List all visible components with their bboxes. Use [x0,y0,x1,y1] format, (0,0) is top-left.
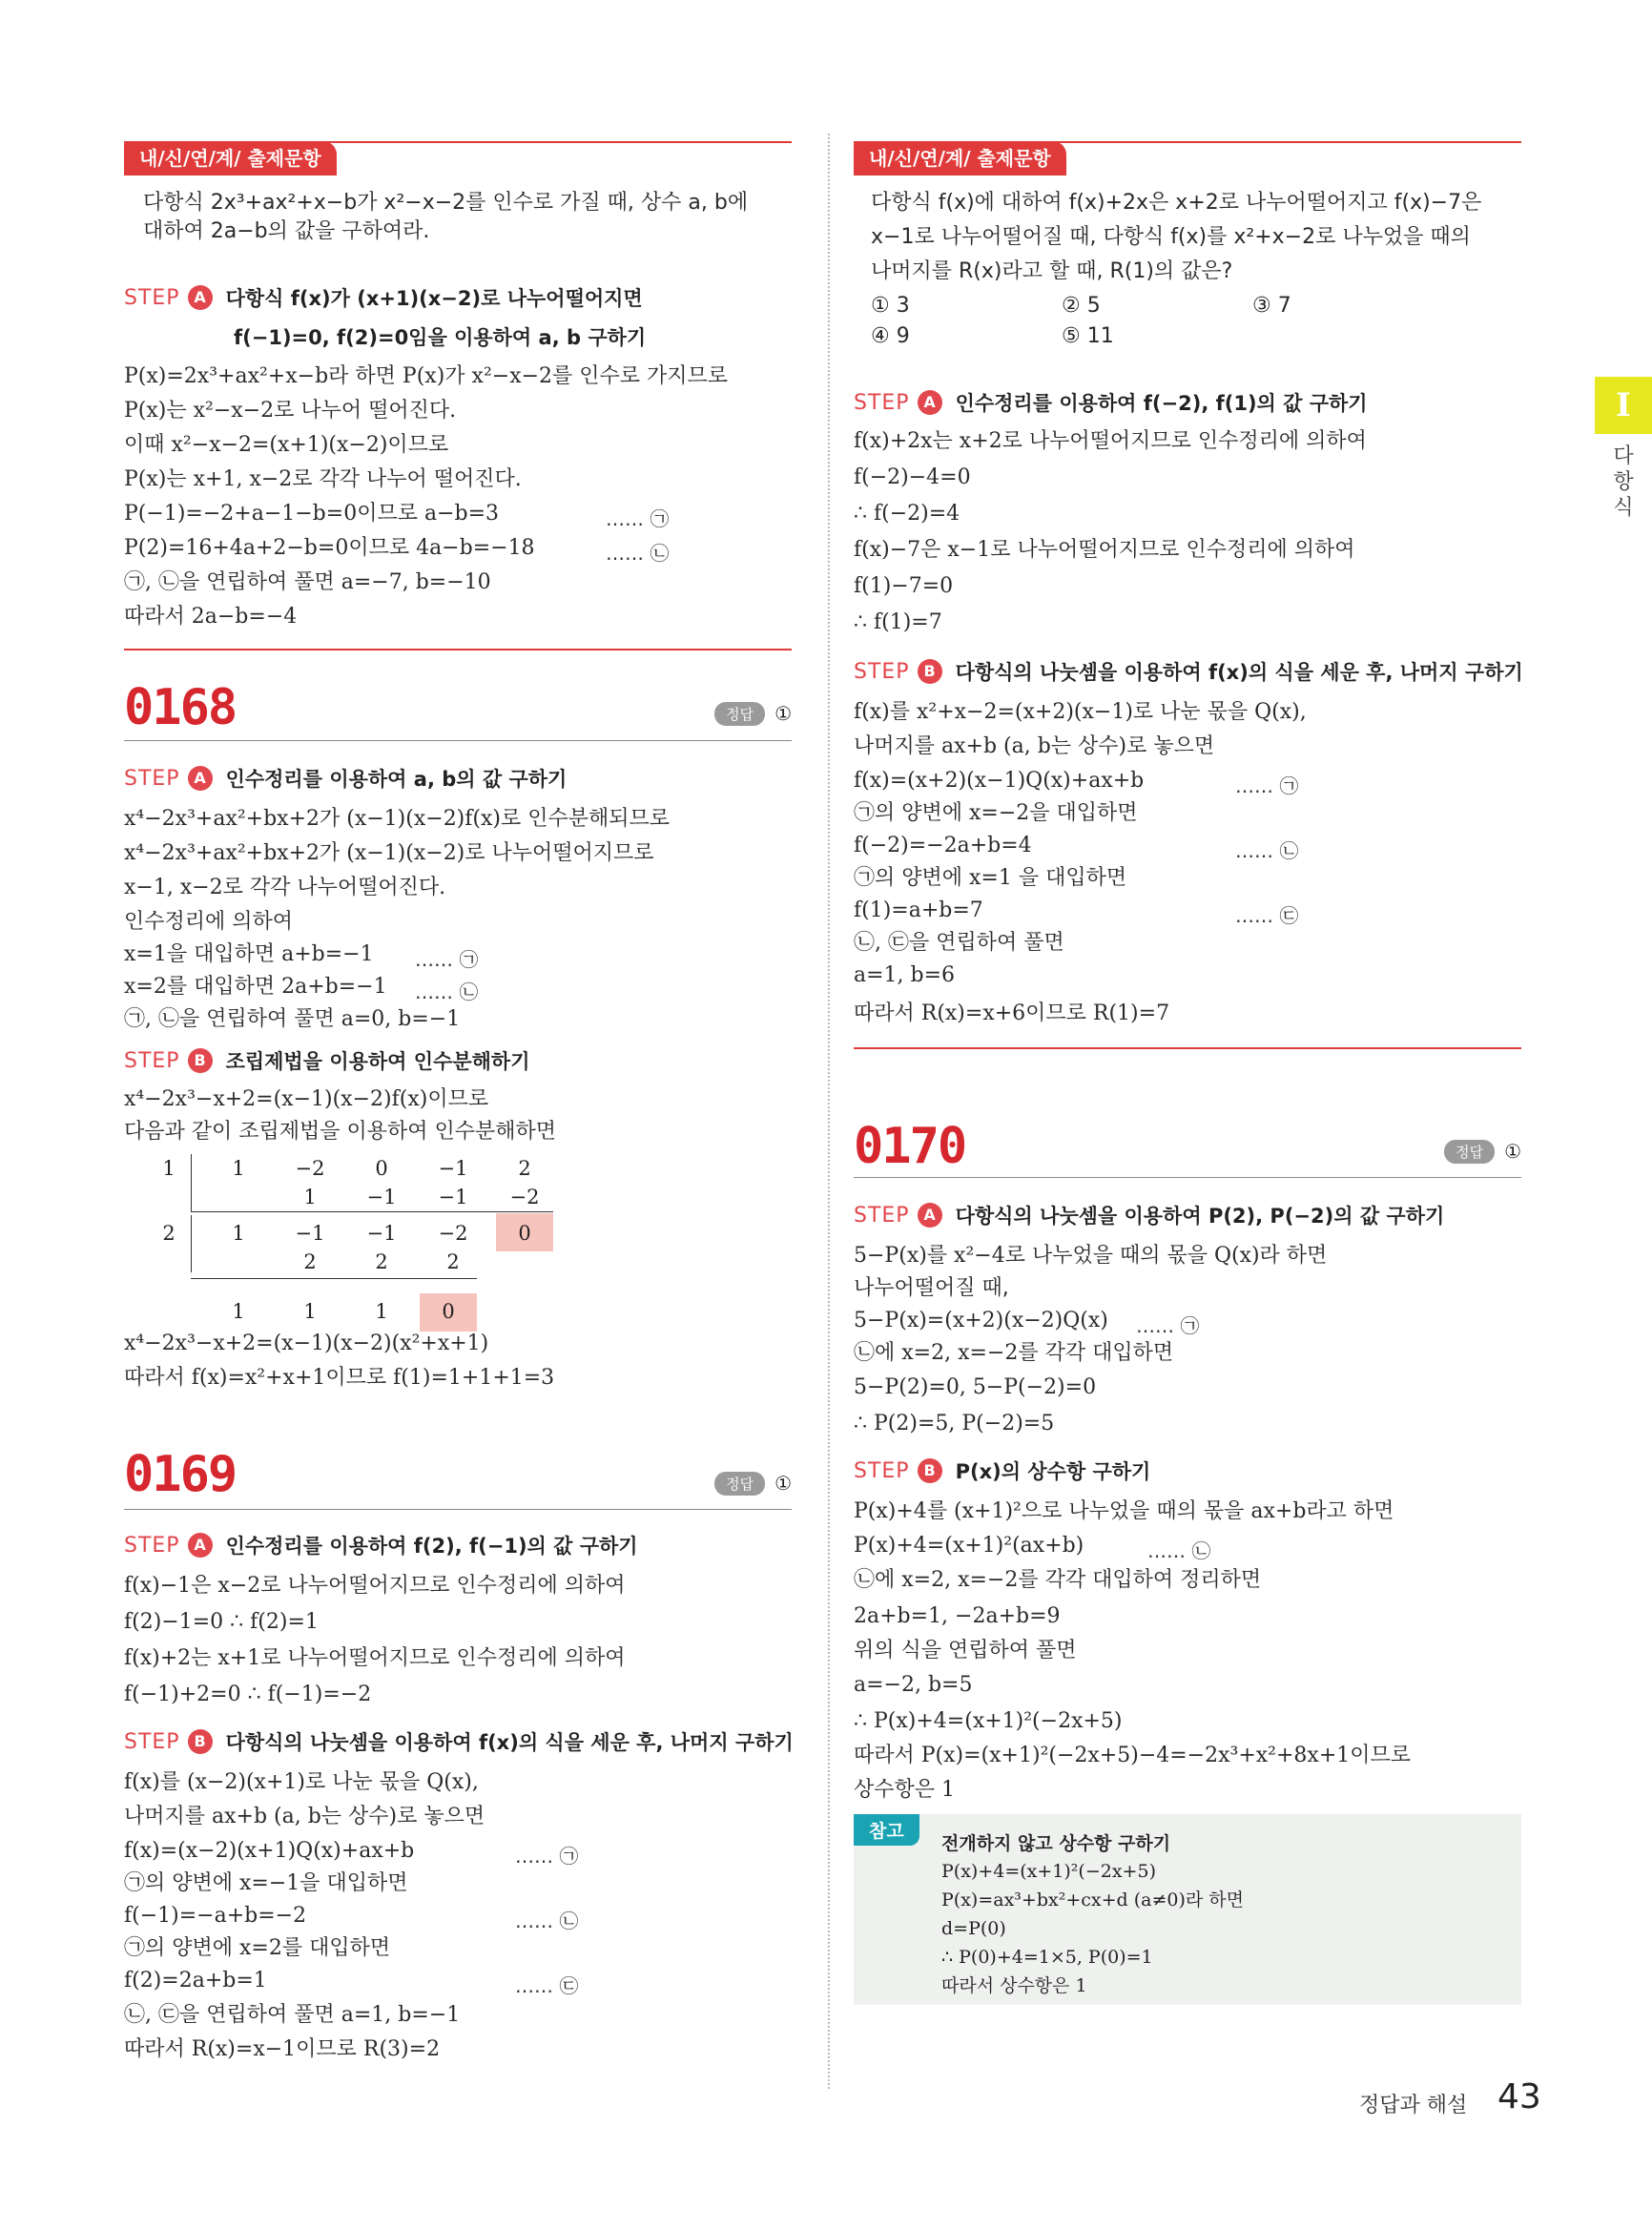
solution-line: ∴ f(1)=7 [854,610,942,634]
equation-marker: …… ㉠ [1235,774,1299,797]
synth-cell: 1 [232,1300,245,1323]
solution-line: 5−P(x)=(x+2)(x−2)Q(x) [854,1309,1108,1332]
step-word: STEP [124,1048,180,1073]
step-word: STEP [854,659,910,684]
synth-cell: 1 [162,1157,176,1180]
solution-line: ㉡, ㉢을 연립하여 풀면 [854,931,1064,955]
solution-line: 위의 식을 연립하여 풀면 [854,1639,1077,1662]
equation-marker: …… ㉢ [515,1974,579,1997]
step-word: STEP [124,1729,180,1754]
synthetic-division [162,1152,587,1352]
synth-cell: 2 [518,1157,531,1180]
chapter-tab: I [1595,377,1652,434]
step-letter-icon: A [188,766,213,791]
solution-line: f(−2)−4=0 [854,465,971,489]
step-letter-icon: B [188,1048,213,1073]
step-b-header [854,1456,1150,1486]
solution-line: f(x)를 x²+x−2=(x+2)(x−1)로 나눈 몫을 Q(x), [854,700,1307,724]
step-letter-icon: A [918,1203,942,1228]
solution-line: f(−1)+2=0 ∴ f(−1)=−2 [124,1683,372,1706]
solution-line: P(−1)=−2+a−1−b=0이므로 a−b=3 [124,502,500,526]
step-word: STEP [854,1203,910,1228]
solution-line: 나머지를 ax+b (a, b는 상수)로 놓으면 [854,734,1215,758]
solution-line: ∴ f(−2)=4 [854,502,960,526]
synth-cell: 0 [375,1157,388,1180]
answer-box [714,1469,792,1497]
solution-line: P(2)=16+4a+2−b=0이므로 4a−b=−18 [124,536,535,560]
step-a-header [854,387,1368,418]
step-title: 인수정리를 이용하여 f(2), f(−1)의 값 구하기 [225,1535,638,1558]
solution-line: x−1, x−2로 각각 나누어떨어진다. [124,876,446,899]
synth-cell: 0 [442,1300,455,1323]
step-title: 다항식의 나눗셈을 이용하여 f(x)의 식을 세운 후, 나머지 구하기 [955,661,1523,684]
solution-line: x⁴−2x³+ax²+bx+2가 (x−1)(x−2)f(x)로 인수분해되므로 [124,807,670,831]
solution-line: f(x)=(x−2)(x+1)Q(x)+ax+b [124,1839,415,1863]
solution-line: 상수항은 1 [854,1778,955,1802]
answer-badge: 정답 [714,702,765,726]
solution-line: 나머지를 ax+b (a, b는 상수)로 놓으면 [124,1805,485,1828]
solution-line: f(x)−7은 x−1로 나누어떨어지므로 인수정리에 의하여 [854,538,1355,562]
answer-box [714,699,792,728]
solution-line: f(1)−7=0 [854,574,954,598]
naesin-header [124,141,792,176]
equation-marker: …… ㉠ [606,507,670,530]
solution-line: f(−1)=−a+b=−2 [124,1904,307,1928]
reference-line: P(x)+4=(x+1)²(−2x+5) [941,1861,1156,1882]
solution-line: f(2)−1=0 ∴ f(2)=1 [124,1610,319,1634]
synth-cell: −1 [438,1186,468,1208]
solution-line: P(x)=2x³+ax²+x−b라 하면 P(x)가 x²−x−2를 인수로 가지므로 [124,364,729,388]
solution-line: ㉠의 양변에 x=2를 대입하면 [124,1936,391,1960]
step-word: STEP [854,1458,910,1483]
step-letter-icon: B [918,1458,942,1483]
step-letter-icon: A [918,390,942,415]
answer-badge: 정답 [714,1472,765,1496]
solution-line: ㉠의 양변에 x=−1을 대입하면 [124,1871,408,1895]
naesin-tag: 내/신/연/계/ 출제문항 [124,141,337,176]
step-a-header [124,282,643,313]
reference-title: 전개하지 않고 상수항 구하기 [941,1833,1171,1854]
reference-box [854,1814,1521,2005]
synth-cell: 2 [162,1222,176,1245]
synth-cell: −1 [295,1222,325,1245]
reference-line: 따라서 상수항은 1 [941,1975,1087,1996]
solution-line: P(x)는 x²−x−2로 나누어 떨어진다. [124,399,457,423]
problem-line: 다항식 f(x)에 대하여 f(x)+2x은 x+2로 나누어떨어지고 f(x)−7은 [871,191,1482,215]
synth-cell: −1 [366,1222,397,1245]
step-a-header [124,763,567,794]
equation-marker: …… ㉡ [606,542,670,565]
solution-line: 2a+b=1, −2a+b=9 [854,1604,1061,1628]
equation-marker: …… ㉠ [1136,1314,1200,1337]
synth-cell: 1 [232,1157,245,1180]
solution-line: x⁴−2x³−x+2=(x−1)(x−2)(x²+x+1) [124,1332,489,1355]
solution-line: a=−2, b=5 [854,1673,973,1697]
equation-marker: …… ㉡ [515,1910,579,1932]
synth-cell: 2 [446,1250,460,1273]
solution-line: a=1, b=6 [854,963,956,987]
reference-line: P(x)=ax³+bx²+cx+d (a≠0)라 하면 [941,1889,1244,1910]
solution-line: x⁴−2x³−x+2=(x−1)(x−2)f(x)이므로 [124,1087,489,1111]
solution-line: 5−P(x)를 x²−4로 나누었을 때의 몫을 Q(x)라 하면 [854,1244,1328,1268]
answer-value: ① [1504,1140,1521,1163]
equation-marker: …… ㉢ [1235,904,1299,927]
solution-line: ㉠의 양변에 x=−2을 대입하면 [854,801,1138,825]
solution-line: ㉡, ㉢을 연립하여 풀면 a=1, b=−1 [124,2003,461,2027]
synth-cell: 1 [375,1300,388,1323]
column-divider [828,134,830,2089]
problem-number: 0170 [854,1118,966,1175]
solution-line: P(x)+4를 (x+1)²으로 나누었을 때의 몫을 ax+b라고 하면 [854,1499,1394,1523]
solution-line: ㉠의 양변에 x=1 을 대입하면 [854,866,1127,890]
solution-line: f(x)를 (x−2)(x+1)로 나눈 몫을 Q(x), [124,1770,479,1794]
choice: ⑤ 11 [1062,324,1114,348]
solution-line: ㉡에 x=2, x=−2를 각각 대입하면 [854,1341,1174,1365]
problem-number: 0169 [124,1446,237,1503]
solution-line: ㉡에 x=2, x=−2를 각각 대입하여 정리하면 [854,1568,1262,1592]
step-letter-icon: A [188,285,213,310]
step-b-header [124,1045,530,1076]
step-word: STEP [124,285,180,310]
solution-line: P(x)+4=(x+1)²(ax+b) [854,1534,1084,1558]
equation-marker: …… ㉠ [515,1845,579,1868]
answer-value: ① [774,702,792,725]
solution-line: f(x)+2x는 x+2로 나누어떨어지므로 인수정리에 의하여 [854,429,1367,453]
solution-line: 5−P(2)=0, 5−P(−2)=0 [854,1375,1097,1399]
section-separator [124,649,792,650]
step-title: 다항식의 나눗셈을 이용하여 f(x)의 식을 세운 후, 나머지 구하기 [225,1731,794,1754]
problem-underline [124,740,792,741]
step-title: 조립제법을 이용하여 인수분해하기 [225,1050,530,1073]
reference-tag: 참고 [854,1814,919,1846]
section-separator [854,1047,1521,1049]
solution-line: x=2를 대입하면 2a+b=−1 [124,975,387,999]
step-word: STEP [124,1533,180,1558]
solution-line: 따라서 R(x)=x−1이므로 R(3)=2 [124,2037,441,2061]
solution-line: x⁴−2x³+ax²+bx+2가 (x−1)(x−2)로 나누어떨어지므로 [124,841,654,865]
synth-cell: −2 [438,1222,468,1245]
solution-line: 나누어떨어질 때, [854,1276,1009,1300]
synth-cell: 2 [303,1250,317,1273]
solution-line: P(x)는 x+1, x−2로 각각 나누어 떨어진다. [124,467,522,491]
naesin-tag: 내/신/연/계/ 출제문항 [854,141,1066,176]
solution-line: f(−2)=−2a+b=4 [854,834,1032,857]
equation-marker: …… ㉠ [415,948,479,971]
synth-cell: −2 [509,1186,540,1208]
answer-badge: 정답 [1444,1140,1495,1164]
step-letter-icon: B [918,659,942,684]
solution-line: 이때 x²−x−2=(x+1)(x−2)이므로 [124,433,449,457]
step-title: 인수정리를 이용하여 a, b의 값 구하기 [225,768,568,791]
problem-line: 나머지를 R(x)라고 할 때, R(1)의 값은? [871,259,1233,283]
problem-underline [854,1177,1521,1178]
choice: ② 5 [1062,294,1101,318]
reference-line: d=P(0) [941,1918,1006,1939]
naesin-header [854,141,1521,176]
solution-line: 따라서 2a−b=−4 [124,605,298,629]
synth-cell: 0 [518,1222,531,1245]
solution-line: ∴ P(x)+4=(x+1)²(−2x+5) [854,1709,1123,1733]
solution-line: ∴ P(2)=5, P(−2)=5 [854,1412,1055,1435]
solution-line: ㉠, ㉡을 연립하여 풀면 a=−7, b=−10 [124,570,491,594]
reference-line: ∴ P(0)+4=1×5, P(0)=1 [941,1947,1153,1968]
step-letter-icon: B [188,1729,213,1754]
solution-line: f(x)+2는 x+1로 나누어떨어지므로 인수정리에 의하여 [124,1646,626,1670]
synth-cell: −1 [438,1157,468,1180]
step-title: 인수정리를 이용하여 f(−2), f(1)의 값 구하기 [955,392,1368,415]
division-line [191,1278,477,1279]
step-b-header [124,1726,794,1757]
solution-line: f(2)=2a+b=1 [124,1969,267,1993]
choice: ① 3 [871,294,910,318]
step-title: 다항식 f(x)가 (x+1)(x−2)로 나누어떨어지면 [225,287,643,310]
solution-line: 따라서 f(x)=x²+x+1이므로 f(1)=1+1+1=3 [124,1366,555,1390]
problem-line: 대하여 2a−b의 값을 구하여라. [143,219,430,243]
equation-marker: …… ㉡ [1235,839,1299,862]
problem-line: 다항식 2x³+ax²+x−b가 x²−x−2를 인수로 가질 때, 상수 a, b에 [143,191,749,215]
synth-cell: −2 [295,1157,325,1180]
answer-value: ① [774,1472,792,1495]
choice: ④ 9 [871,324,910,348]
step-a-header [854,1200,1444,1230]
solution-line: ㉠, ㉡을 연립하여 풀면 a=0, b=−1 [124,1007,461,1031]
answer-box [1444,1137,1521,1166]
problem-number: 0168 [124,679,237,736]
division-line [191,1211,553,1212]
solution-line: 다음과 같이 조립제법을 이용하여 인수분해하면 [124,1120,557,1144]
synth-cell: 1 [303,1186,317,1208]
step-letter-icon: A [188,1533,213,1558]
synth-cell: −1 [366,1186,397,1208]
step-word: STEP [854,390,910,415]
synth-cell: 1 [303,1300,317,1323]
solution-line: 인수정리에 의하여 [124,910,294,934]
equation-marker: …… ㉡ [415,981,479,1003]
step-a-header [124,1530,638,1560]
step-word: STEP [124,766,180,791]
solution-line: x=1을 대입하면 a+b=−1 [124,942,374,966]
solution-line: 따라서 P(x)=(x+1)²(−2x+5)−4=−2x³+x²+8x+1이므로 [854,1744,1412,1767]
synth-cell: 2 [375,1250,388,1273]
step-title: P(x)의 상수항 구하기 [955,1460,1151,1483]
synth-cell: 1 [232,1222,245,1245]
problem-line: x−1로 나누어떨어질 때, 다항식 f(x)를 x²+x−2로 나누었을 때의 [871,225,1471,249]
step-title: 다항식의 나눗셈을 이용하여 P(2), P(−2)의 값 구하기 [955,1205,1445,1228]
choice: ③ 7 [1252,294,1291,318]
step-subtitle: f(−1)=0, f(2)=0임을 이용하여 a, b 구하기 [234,326,647,349]
footer-label: 정답과 해설 [1359,2094,1468,2117]
step-b-header [854,656,1523,687]
solution-line: f(x)=(x+2)(x−1)Q(x)+ax+b [854,769,1145,793]
solution-line: 따라서 R(x)=x+6이므로 R(1)=7 [854,1001,1170,1025]
problem-underline [124,1509,792,1510]
solution-line: f(1)=a+b=7 [854,898,983,922]
equation-marker: …… ㉡ [1147,1539,1211,1562]
page-number: 43 [1497,2077,1541,2116]
chapter-label: 다항식 [1613,444,1634,520]
solution-line: f(x)−1은 x−2로 나누어떨어지므로 인수정리에 의하여 [124,1574,626,1598]
